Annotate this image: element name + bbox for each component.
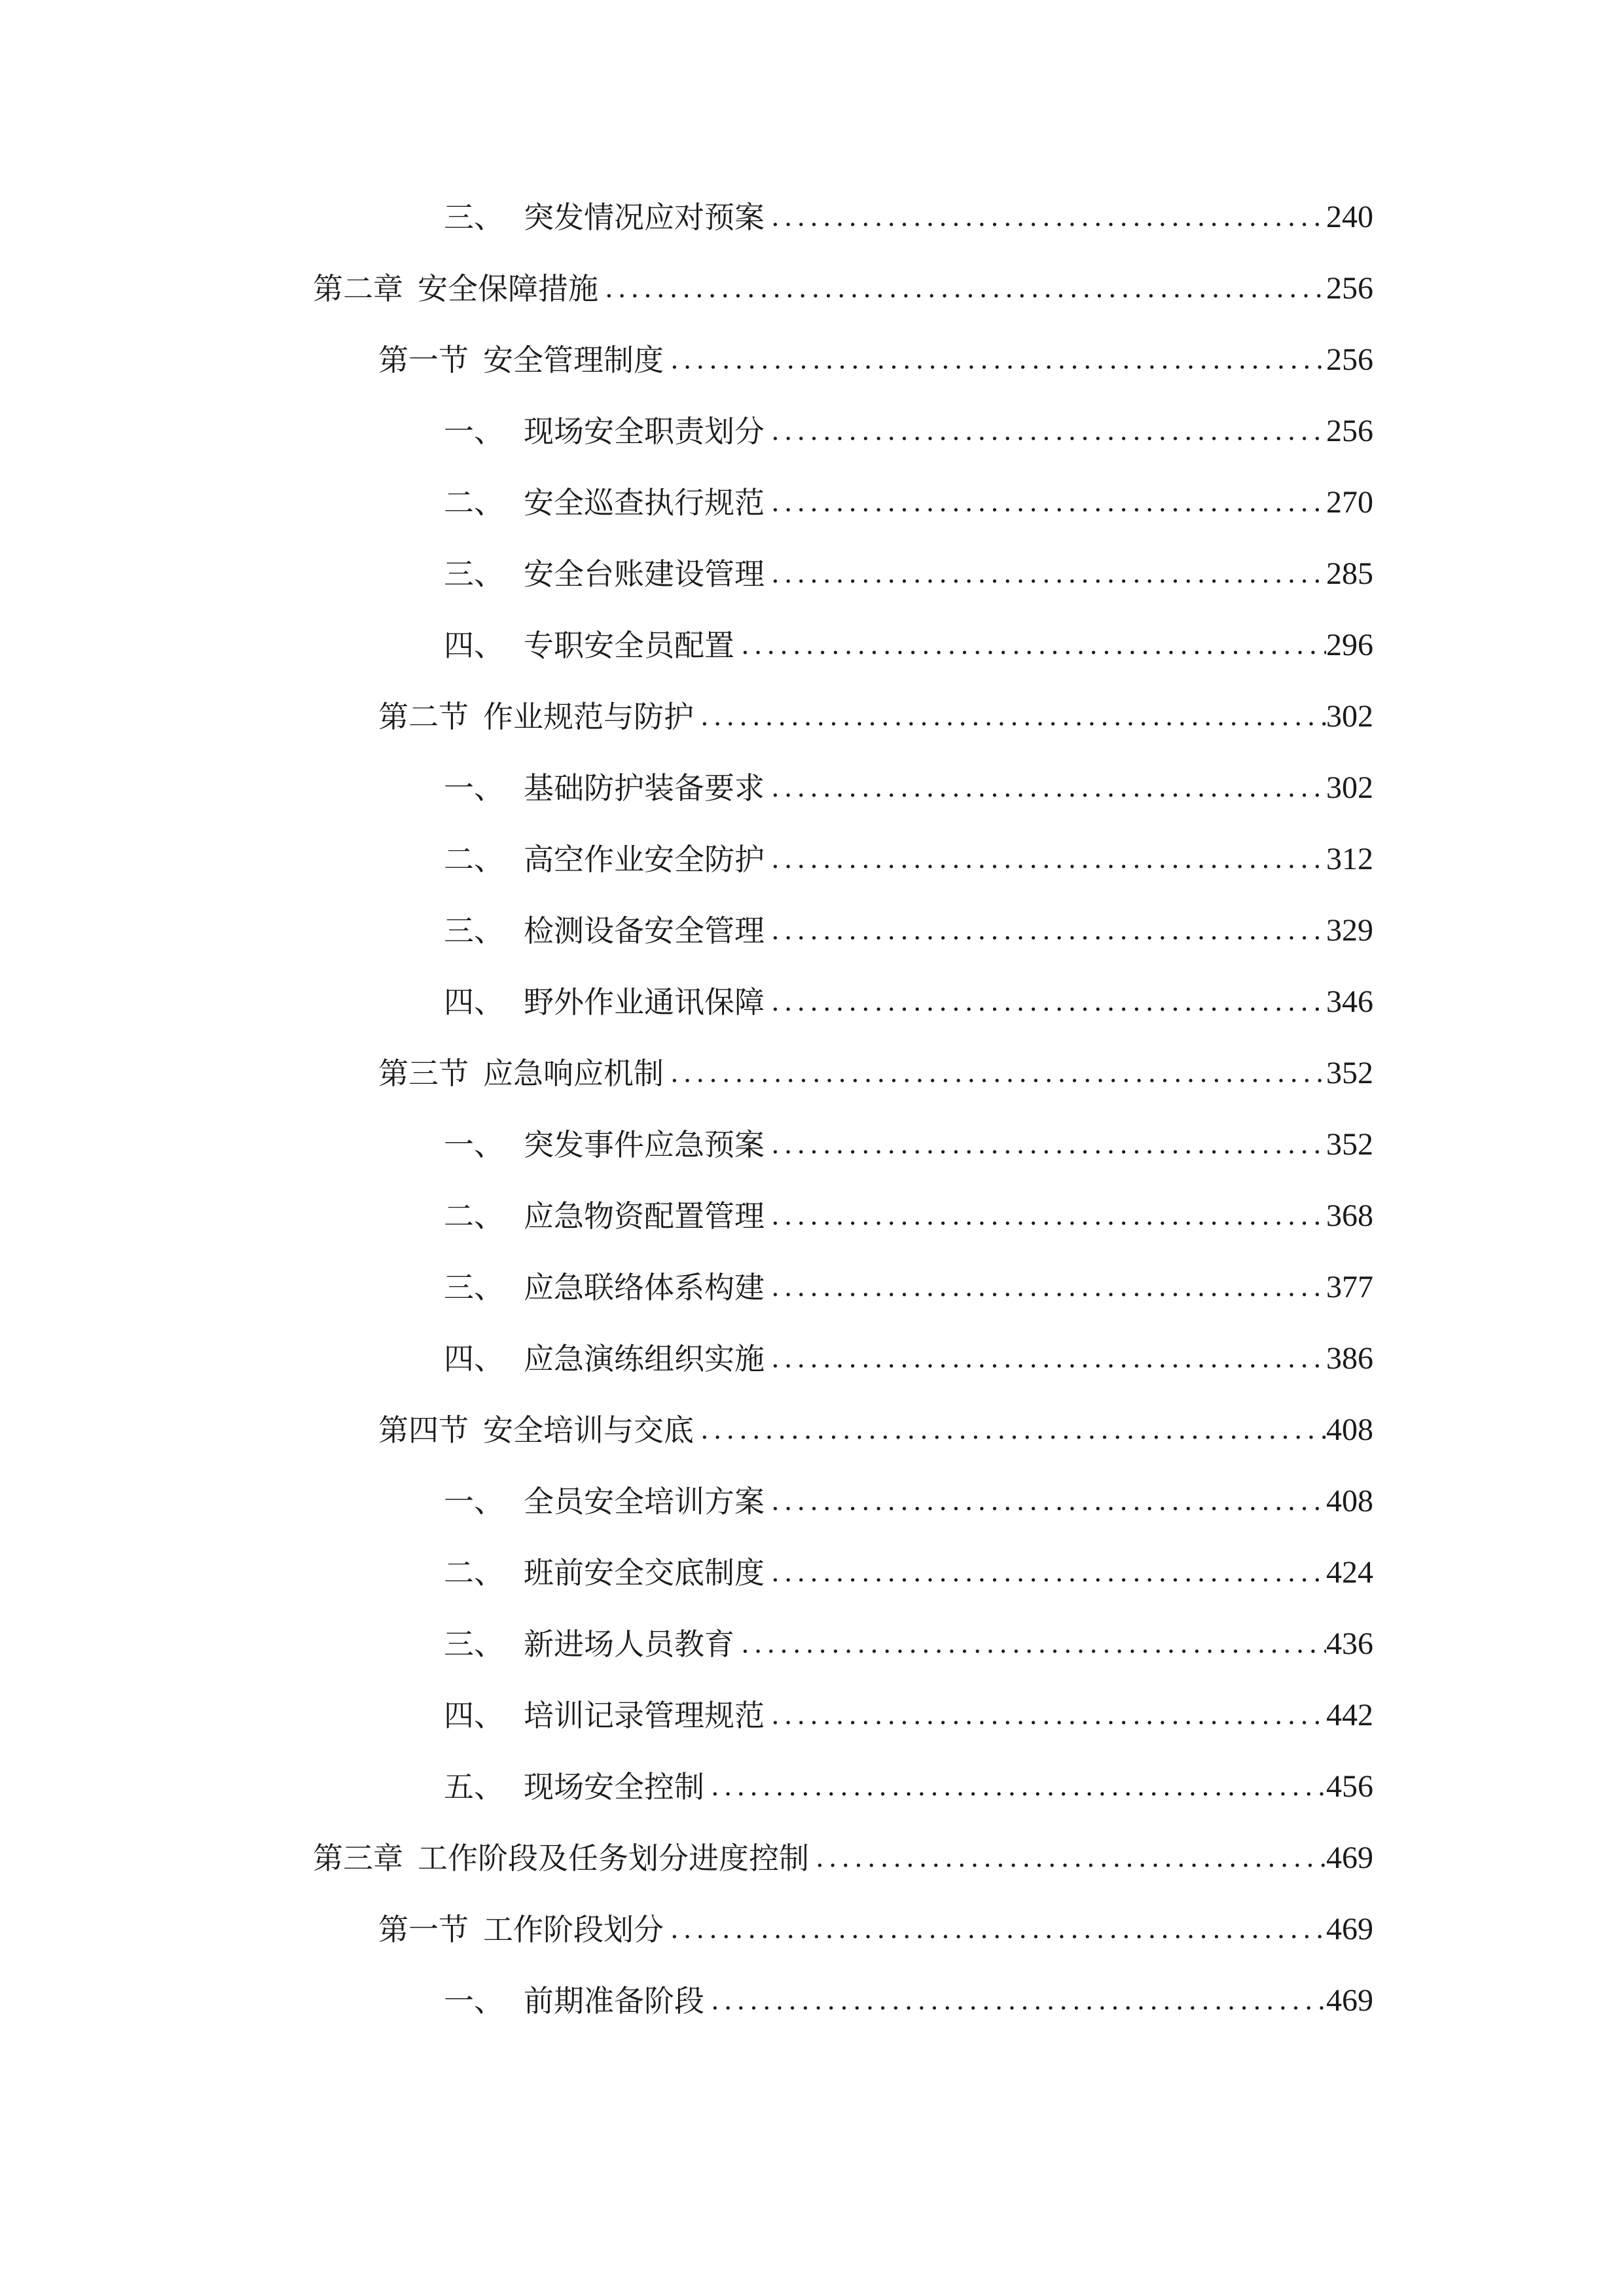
page-number: 442 — [1326, 1698, 1373, 1732]
toc-entry[interactable] — [313, 1835, 1373, 1881]
entry-title: 工作阶段划分 — [483, 1912, 664, 1947]
dot-leader — [704, 1764, 1326, 1810]
entry-title: 检测设备安全管理 — [524, 913, 765, 948]
entry-title: 班前安全交底制度 — [524, 1555, 765, 1590]
toc-entry[interactable] — [378, 694, 1373, 740]
page-number: 386 — [1326, 1341, 1373, 1376]
page-number: 285 — [1326, 556, 1373, 591]
page-number: 256 — [1326, 342, 1373, 377]
entry-number: 第一节 — [378, 342, 469, 378]
toc-entry[interactable] — [444, 1693, 1373, 1738]
toc-entry[interactable] — [444, 1479, 1373, 1524]
toc-entry[interactable] — [444, 1621, 1373, 1667]
page-number: 436 — [1326, 1626, 1373, 1661]
entry-number: 三、 — [444, 1270, 504, 1305]
page-number: 469 — [1326, 1840, 1373, 1875]
dot-leader — [765, 551, 1326, 597]
entry-title: 高空作业安全防护 — [524, 842, 765, 877]
entry-title: 安全保障措施 — [418, 271, 598, 306]
dot-leader — [765, 194, 1326, 240]
entry-number: 四、 — [444, 1698, 504, 1733]
toc-entry[interactable] — [444, 908, 1373, 954]
page-number: 368 — [1326, 1198, 1373, 1233]
toc-entry[interactable] — [444, 1122, 1373, 1168]
entry-number: 三、 — [444, 913, 504, 948]
toc-entry[interactable] — [444, 622, 1373, 668]
dot-leader — [765, 908, 1326, 954]
dot-leader — [765, 408, 1326, 454]
entry-number: 二、 — [444, 1555, 504, 1590]
entry-title: 安全台账建设管理 — [524, 556, 765, 592]
dot-leader — [765, 979, 1326, 1025]
toc-entry[interactable] — [444, 408, 1373, 454]
page-number: 329 — [1326, 913, 1373, 948]
page-number: 456 — [1326, 1769, 1373, 1804]
entry-number: 三、 — [444, 1626, 504, 1662]
dot-leader — [765, 1693, 1326, 1738]
entry-number: 三、 — [444, 200, 504, 235]
entry-number: 四、 — [444, 984, 504, 1020]
entry-title: 工作阶段及任务划分进度控制 — [418, 1840, 809, 1876]
dot-leader — [765, 480, 1326, 526]
entry-number: 二、 — [444, 1198, 504, 1234]
entry-number: 第四节 — [378, 1412, 469, 1448]
toc-entry[interactable] — [444, 480, 1373, 526]
entry-title: 前期准备阶段 — [524, 1983, 704, 2018]
dot-leader — [765, 1122, 1326, 1168]
page-number: 352 — [1326, 1127, 1373, 1162]
entry-title: 突发情况应对预案 — [524, 200, 765, 235]
dot-leader — [734, 622, 1326, 668]
page-number: 256 — [1326, 271, 1373, 306]
toc-entry[interactable] — [444, 979, 1373, 1025]
entry-number: 一、 — [444, 1983, 504, 2018]
toc-entry[interactable] — [378, 337, 1373, 383]
page-number: 296 — [1326, 628, 1373, 662]
entry-number: 第三节 — [378, 1056, 469, 1091]
dot-leader — [765, 1479, 1326, 1524]
page-number: 256 — [1326, 414, 1373, 448]
toc-entry[interactable] — [444, 836, 1373, 882]
entry-number: 四、 — [444, 1341, 504, 1376]
toc-entry[interactable] — [444, 1336, 1373, 1382]
entry-number: 二、 — [444, 485, 504, 520]
dot-leader — [765, 836, 1326, 882]
entry-title: 现场安全职责划分 — [524, 414, 765, 449]
entry-title: 作业规范与防护 — [483, 699, 694, 734]
page-number: 408 — [1326, 1484, 1373, 1518]
toc-entry[interactable] — [378, 1050, 1373, 1096]
entry-number: 一、 — [444, 1127, 504, 1162]
page-number: 352 — [1326, 1056, 1373, 1090]
dot-leader — [765, 1265, 1326, 1310]
page-number: 240 — [1326, 200, 1373, 234]
toc-entry[interactable] — [444, 1764, 1373, 1810]
page-number: 302 — [1326, 770, 1373, 805]
entry-number: 第三章 — [313, 1840, 403, 1876]
entry-title: 野外作业通讯保障 — [524, 984, 765, 1020]
entry-title: 安全管理制度 — [483, 342, 664, 378]
toc-entry[interactable] — [444, 1265, 1373, 1310]
entry-title: 应急联络体系构建 — [524, 1270, 765, 1305]
dot-leader — [809, 1835, 1326, 1881]
dot-leader — [598, 266, 1326, 312]
toc-entry[interactable] — [313, 266, 1373, 312]
page-number: 346 — [1326, 984, 1373, 1019]
dot-leader — [664, 337, 1326, 383]
entry-title: 应急物资配置管理 — [524, 1198, 765, 1234]
page-number: 469 — [1326, 1912, 1373, 1946]
page-number: 377 — [1326, 1270, 1373, 1304]
dot-leader — [704, 1978, 1326, 2024]
entry-title: 新进场人员教育 — [524, 1626, 734, 1662]
page-number: 270 — [1326, 485, 1373, 520]
entry-title: 突发事件应急预案 — [524, 1127, 765, 1162]
entry-number: 四、 — [444, 628, 504, 663]
dot-leader — [765, 1193, 1326, 1239]
toc-entry[interactable] — [444, 1550, 1373, 1596]
entry-title: 全员安全培训方案 — [524, 1484, 765, 1519]
entry-title: 培训记录管理规范 — [524, 1698, 765, 1733]
page-number: 424 — [1326, 1555, 1373, 1590]
page-number: 312 — [1326, 842, 1373, 876]
toc-entry[interactable] — [444, 1978, 1373, 2024]
entry-number: 第二章 — [313, 271, 403, 306]
dot-leader — [664, 1050, 1326, 1096]
toc-entry[interactable] — [444, 765, 1373, 811]
page-number: 408 — [1326, 1412, 1373, 1447]
entry-number: 一、 — [444, 1484, 504, 1519]
entry-title: 专职安全员配置 — [524, 628, 734, 663]
entry-number: 第二节 — [378, 699, 469, 734]
entry-number: 三、 — [444, 556, 504, 592]
toc-entry[interactable] — [444, 194, 1373, 240]
toc-entry[interactable] — [378, 1907, 1373, 1952]
page-number: 469 — [1326, 1983, 1373, 2018]
dot-leader — [765, 765, 1326, 811]
entry-title: 应急演练组织实施 — [524, 1341, 765, 1376]
entry-number: 一、 — [444, 770, 504, 806]
entry-number: 第一节 — [378, 1912, 469, 1947]
dot-leader — [734, 1621, 1326, 1667]
dot-leader — [765, 1550, 1326, 1596]
page-number: 302 — [1326, 699, 1373, 734]
entry-title: 基础防护装备要求 — [524, 770, 765, 806]
entry-number: 二、 — [444, 842, 504, 877]
toc-entry[interactable] — [444, 1193, 1373, 1239]
entry-title: 安全巡查执行规范 — [524, 485, 765, 520]
dot-leader — [694, 694, 1326, 740]
toc-entry[interactable] — [444, 551, 1373, 597]
dot-leader — [694, 1407, 1326, 1453]
dot-leader — [664, 1907, 1326, 1952]
toc-entry[interactable] — [378, 1407, 1373, 1453]
dot-leader — [765, 1336, 1326, 1382]
entry-title: 安全培训与交底 — [483, 1412, 694, 1448]
entry-title: 应急响应机制 — [483, 1056, 664, 1091]
entry-number: 五、 — [444, 1769, 504, 1804]
entry-number: 一、 — [444, 414, 504, 449]
entry-title: 现场安全控制 — [524, 1769, 704, 1804]
